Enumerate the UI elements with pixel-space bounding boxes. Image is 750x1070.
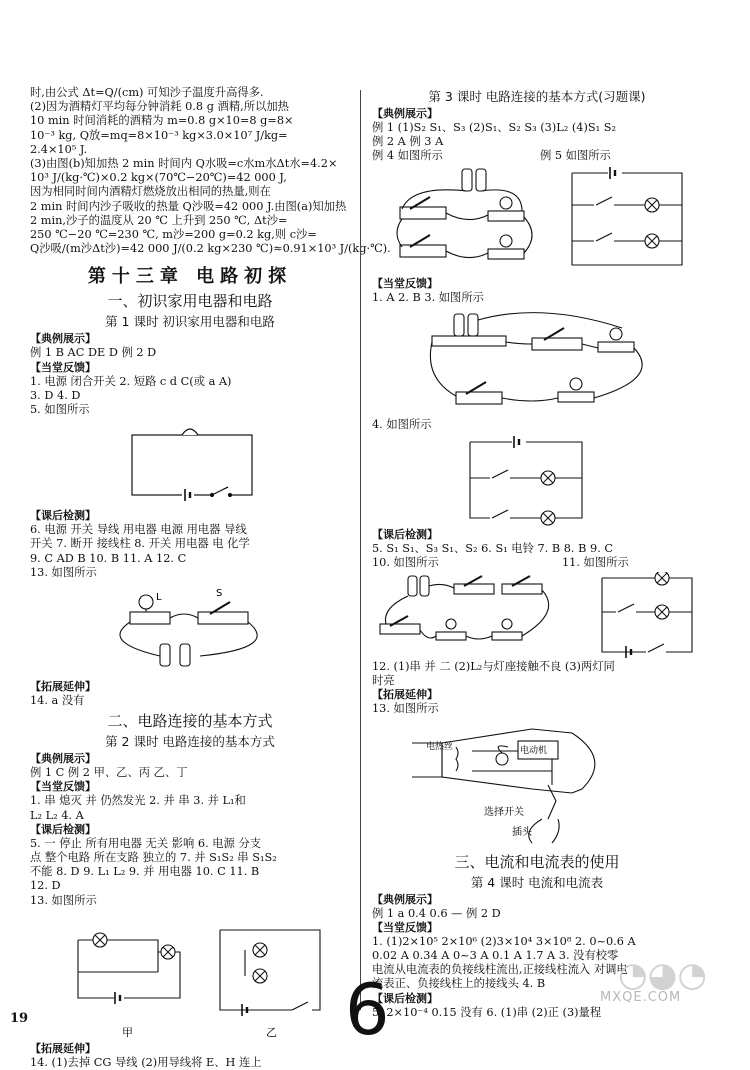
text-line: 2.4×10⁵ J. [30, 142, 88, 156]
answer-line: 点 整个电路 所在支路 独立的 7. 并 S₁S₂ 串 S₁S₂ [30, 851, 277, 865]
answer-line: 时亮 [372, 674, 395, 688]
answer-line: 14. a 没有 [30, 694, 85, 708]
motor-label: 电动机 [520, 745, 548, 756]
section-heading: 【典例展示】 [372, 107, 438, 120]
fig13-lamp-label: L [156, 592, 162, 604]
answer-line: 14. (1)去掉 CG 导线 (2)用导线将 E、H 连上 [30, 1055, 262, 1069]
section-heading: 【当堂反馈】 [372, 920, 438, 934]
answer-line: 例 5 如图所示 [540, 149, 611, 163]
answer-line: 13. 如图所示 [30, 565, 97, 579]
part-title: 一、初识家用电器和电路 [107, 292, 273, 311]
circuit-figure-4-right [372, 434, 702, 526]
section-heading: 【拓展延伸】 [30, 1041, 96, 1055]
answer-line: 例 1 C 例 2 甲、乙、丙 乙、丁 [30, 766, 188, 780]
answer-line: 流表正、负接线柱上的接线头 4. B [372, 977, 546, 991]
hair-dryer-circuit-figure [372, 719, 702, 849]
answer-line: 3. D 4. D [30, 388, 81, 402]
answer-line: L₂ L₂ 4. A [30, 808, 84, 822]
answer-line: 不能 8. D 9. L₁ L₂ 9. 并 用电器 10. C 11. B [30, 865, 260, 879]
section-heading: 【课后检测】 [30, 509, 96, 523]
answer-line: 1. 电源 闭合开关 2. 短路 c d C(或 a A) [30, 374, 232, 388]
lesson-title: 第 4 课时 电流和电流表 [470, 874, 604, 890]
answer-line: 例 4 如图所示 [372, 149, 443, 163]
heat-solution-block [30, 86, 391, 256]
heater-label: 电热丝 [426, 741, 454, 752]
section-heading: 【典例展示】 [30, 332, 96, 346]
circuit-figure-3-right [372, 308, 702, 416]
section-heading: 【当堂反馈】 [30, 780, 96, 794]
answer-line: 例 1 (1)S₂ S₁、S₃ (2)S₁、S₂ S₃ (3)L₂ (4)S₁ S₂ [372, 121, 616, 134]
answer-line: 例 2 A 例 3 A [372, 135, 444, 149]
answer-line: 13. 如图所示 [372, 702, 439, 716]
answer-line: 11. 如图所示 [562, 556, 629, 570]
text-line: 10⁻³ kg, Q放=mq=8×10⁻³ kg×3.0×10⁷ J/kg= [30, 128, 288, 142]
text-line: (2)因为酒精灯平均每分钟消耗 0.8 g 酒精,所以加热 [30, 100, 289, 114]
handwritten-digit: 6 [345, 969, 390, 1051]
watermark-text: MXQE.COM [600, 990, 682, 1005]
answer-line: 4. 如图所示 [372, 417, 432, 431]
text-line: (3)由图(b)知加热 2 min 时间内 Q水吸=c水m水Δt水=4.2× [30, 157, 338, 171]
section-heading: 【拓展延伸】 [372, 688, 438, 702]
answer-line: 5. 如图所示 [30, 403, 90, 417]
text-line: 10 min 时间消耗的酒精为 m=0.8 g×10=8 g=8× [30, 114, 294, 128]
answer-line: 例 1 B AC DE D 例 2 D [30, 346, 157, 360]
circuit-figure-13-left [30, 582, 350, 678]
text-line: 10³ J/(kg·℃)×0.2 kg×(70℃−20℃)=42 000 J, [30, 171, 287, 185]
text-line: 时,由公式 Δt=Q/(cm) 可知沙子温度升高得多. [30, 86, 264, 99]
lesson-title: 第 1 课时 初识家用电器和电路 [105, 314, 275, 330]
answer-line: 1. A 2. B 3. 如图所示 [372, 291, 484, 305]
answer-line: 1. 串 熄灭 并 仍然发光 2. 并 串 3. 并 L₁和 [30, 794, 246, 808]
text-line: 2 min 时间内沙子吸收的热量 Q沙吸=42 000 J.由图(a)知加热 [30, 199, 347, 213]
section-heading: 【课后检测】 [30, 822, 96, 836]
chapter-title: 第十三章 电路初探 [87, 266, 293, 288]
answer-line: 开关 7. 断开 接线柱 8. 开关 用电器 电 化学 [30, 537, 250, 551]
text-line: 2 min,沙子的温度从 20 ℃ 上升到 250 ℃, Δt沙= [30, 213, 288, 227]
answer-line: 13. 如图所示 [30, 893, 97, 907]
answer-line: 1. (1)2×10⁵ 2×10⁶ (2)3×10⁴ 3×10⁸ 2. 0~0.6 A [372, 934, 636, 948]
right-column [372, 86, 702, 1020]
answer-line: 9. C AD B 10. B 11. A 12. C [30, 551, 187, 565]
part-title: 二、电路连接的基本方式 [107, 712, 273, 731]
lesson-title: 第 2 课时 电路连接的基本方式 [105, 734, 275, 750]
answer-line: 5. S₁ S₁、S₃ S₁、S₂ 6. S₁ 电铃 7. B 8. B 9. C [372, 541, 614, 555]
lesson-title: 第 3 课时 电路连接的基本方式(习题课) [428, 89, 646, 104]
answer-line: 0.02 A 0.34 A 0~3 A 0.1 A 1.7 A 3. 没有校零 [372, 949, 619, 963]
circuit-figures-10-11 [372, 572, 702, 658]
fig-jia-label: 甲 [122, 1025, 133, 1039]
watermark-logo: ◔◕◔ [618, 955, 708, 995]
page-number: 19 [10, 1011, 29, 1026]
answer-line: 5. 一 停止 所有用电器 无关 影响 6. 电源 分支 [30, 836, 262, 850]
fig-yi-label: 乙 [266, 1025, 277, 1039]
section-heading: 【当堂反馈】 [372, 277, 438, 291]
column-divider [360, 90, 361, 1010]
answer-line: 12. (1)串 并 二 (2)L₂与灯座接触不良 (3)两灯同 [372, 660, 615, 674]
text-line: 250 ℃−20 ℃=230 ℃, m沙=200 g=0.2 kg,则 c沙= [30, 228, 317, 242]
section-heading: 【课后检测】 [372, 991, 438, 1005]
answer-line: 例 1 a 0.4 0.6 — 例 2 D [372, 906, 501, 920]
section-heading: 【典例展示】 [372, 892, 438, 906]
section-heading: 【拓展延伸】 [30, 680, 96, 694]
section-heading: 【当堂反馈】 [30, 360, 96, 374]
section-heading: 【典例展示】 [30, 752, 96, 766]
answer-line: 电流从电流表的负接线柱流出,正接线柱流入 对调电 [372, 963, 628, 977]
text-line: Q沙吸/(m沙Δt沙)=42 000 J/(0.2 kg×230 ℃)≈0.91×10³ J/(kg·℃). [30, 242, 391, 256]
selector-switch-label: 选择开关 [484, 806, 524, 818]
text-line: 因为相同时间内酒精灯燃烧放出相同的热量,则在 [30, 185, 271, 199]
part-title: 三、电流和电流表的使用 [454, 852, 620, 871]
circuit-figure-5 [30, 419, 350, 507]
section-heading: 【课后检测】 [372, 527, 438, 541]
fig13-switch-label: S [216, 588, 223, 600]
answer-line: 6. 电源 开关 导线 用电器 电源 用电器 导线 [30, 523, 247, 537]
answer-line: 12. D [30, 879, 61, 893]
answer-line: 10. 如图所示 [372, 556, 439, 570]
circuit-figures-ex4-ex5 [372, 165, 702, 275]
answer-line: 5. 2×10⁻⁴ 0.15 没有 6. (1)串 (2)正 (3)量程 [372, 1005, 602, 1019]
plug-label: 插头 [512, 826, 532, 838]
circuit-figures-jia-yi [30, 910, 350, 1040]
